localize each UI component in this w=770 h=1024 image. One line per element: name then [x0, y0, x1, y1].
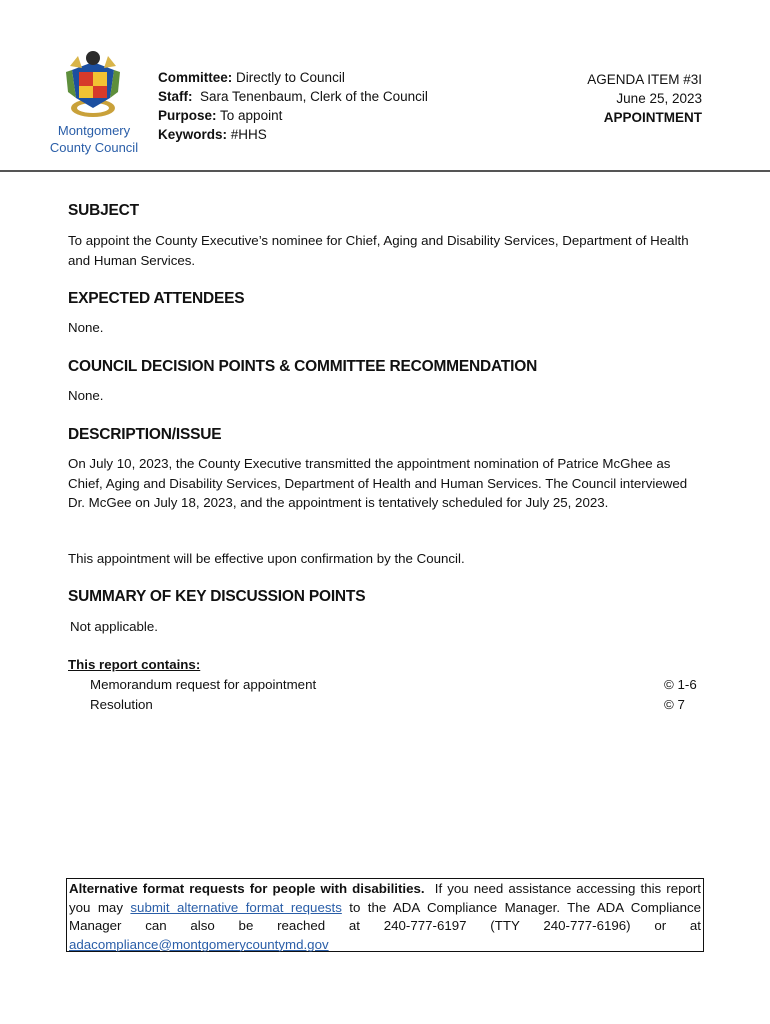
attendees-heading: EXPECTED ATTENDEES — [68, 290, 245, 307]
contains-item: Memorandum request for appointment © 1-6 — [90, 677, 697, 692]
contains-item: Resolution © 7 — [90, 696, 685, 712]
accessibility-notice: Alternative format requests for people with disabilities. If you need assistance accessing this report you may submit alternative format requests to the ADA Compliance Manager. The ADA Compliance Manager can also be reached at 240-777-6197 (TTY 240-777-6196) or at adacompliance@montgomerycountymd.gov — [66, 878, 704, 952]
description-heading: DESCRIPTION/ISSUE — [68, 426, 222, 443]
subject-heading: SUBJECT — [68, 202, 139, 219]
attendees-text: None. — [68, 320, 104, 335]
agenda-item-number: AGENDA ITEM #3I — [587, 72, 702, 87]
purpose-line: Purpose: To appoint — [158, 108, 283, 123]
committee-line: Committee: Directly to Council — [158, 70, 345, 85]
meta-block — [158, 68, 428, 144]
description-text: On July 10, 2023, the County Executive transmitted the appointment nomination of Patrice McGhee as Chief, Aging and Disability Services, Department of Health and Human Services. The Council interviewed Dr. McGee on July 18, 2023, and the appointment is tentatively scheduled for July 25, 2023. — [68, 456, 688, 510]
decision-text: None. — [68, 388, 104, 403]
summary-text: Not applicable. — [70, 619, 158, 634]
agenda-date: June 25, 2023 — [616, 91, 702, 106]
keywords-line: Keywords: #HHS — [158, 127, 267, 142]
summary-heading: SUMMARY OF KEY DISCUSSION POINTS — [68, 588, 366, 605]
contains-heading: This report contains: — [68, 657, 201, 672]
agenda-block — [520, 70, 702, 127]
alternative-format-link[interactable]: submit alternative format requests — [130, 899, 342, 915]
effective-text: This appointment will be effective upon confirmation by the Council. — [68, 551, 465, 566]
county-seal-logo — [56, 48, 130, 122]
decision-heading: COUNCIL DECISION POINTS & COMMITTEE RECOMMENDATION — [68, 358, 538, 375]
council-name: Montgomery County Council — [49, 123, 139, 155]
staff-line: Staff: Sara Tenenbaum, Clerk of the Council — [158, 89, 428, 104]
agenda-type: APPOINTMENT — [603, 110, 702, 125]
contains-list — [90, 675, 702, 714]
ada-email-link[interactable]: adacompliance@montgomerycountymd.gov — [69, 936, 329, 952]
subject-text: To appoint the County Executive’s nominee for Chief, Aging and Disability Services, Department of Health and Human Services. — [68, 233, 689, 268]
header-divider — [0, 170, 770, 172]
